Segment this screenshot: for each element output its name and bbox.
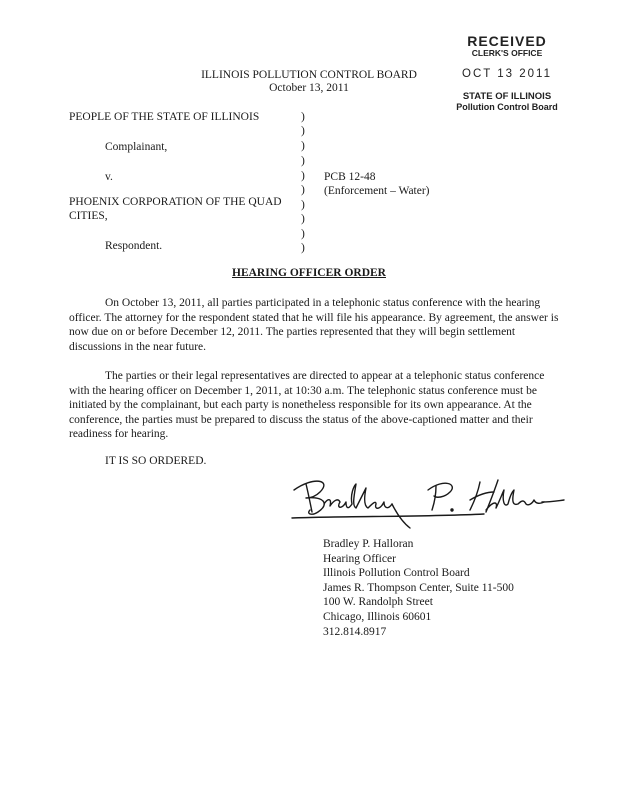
address-line-2: 100 W. Randolph Street <box>323 596 433 609</box>
order-paragraph-2 <box>69 369 561 442</box>
stamp-received: RECEIVED <box>467 33 547 49</box>
handwritten-signature <box>284 470 568 530</box>
address-line-1: James R. Thompson Center, Suite 11-500 <box>323 581 514 594</box>
caption-paren: ) <box>301 228 305 240</box>
signer-name: Bradley P. Halloran <box>323 538 414 550</box>
board-title: ILLINOIS POLLUTION CONTROL BOARD <box>201 69 417 81</box>
caption-paren: ) <box>301 213 305 225</box>
order-heading: HEARING OFFICER ORDER <box>232 267 386 279</box>
so-ordered: IT IS SO ORDERED. <box>105 455 207 467</box>
respondent-name-line2: CITIES, <box>69 210 108 222</box>
caption-paren: ) <box>301 242 305 254</box>
caption-paren: ) <box>301 170 305 182</box>
caption-paren: ) <box>301 111 305 123</box>
stamp-board: Pollution Control Board <box>456 102 558 112</box>
complainant-role: Complainant, <box>105 141 168 153</box>
caption-paren: ) <box>301 184 305 196</box>
signature-block <box>323 537 514 639</box>
address-line-3: Chicago, Illinois 60601 <box>323 610 432 623</box>
paragraph-text: On October 13, 2011, all parties participated in a telephonic status conference with the hearing officer. The attorney for the respondent stated that he will file his appearance. By agreement, the answer is now due on or before December 12, 2011. The parties represented that they will begin settlement discussions in the near future. <box>69 297 559 353</box>
caption-paren: ) <box>301 199 305 211</box>
versus: v. <box>105 171 113 183</box>
stamp-clerks-office: CLERK'S OFFICE <box>471 48 543 58</box>
complainant-name: PEOPLE OF THE STATE OF ILLINOIS <box>69 111 260 123</box>
caption-paren: ) <box>301 155 305 167</box>
case-type: (Enforcement – Water) <box>324 185 430 197</box>
respondent-name-line1: PHOENIX CORPORATION OF THE QUAD <box>69 196 282 208</box>
order-paragraph-1 <box>69 296 561 354</box>
phone-number: 312.814.8917 <box>323 625 387 638</box>
paragraph-text: The parties or their legal representatives are directed to appear at a telephonic status conference with the hearing officer on December 1, 2011, at 10:30 a.m. The telephonic status conference must be initiated by the complainant, but each party is nonetheless responsible for its own appearance. At the conference, the parties must be prepared to discuss the status of the above-captioned matter and their readiness for hearing. <box>69 370 545 440</box>
stamp-date: OCT 13 2011 <box>462 68 552 80</box>
order-date: October 13, 2011 <box>269 82 349 94</box>
signer-title: Hearing Officer <box>323 552 396 565</box>
stamp-state: STATE OF ILLINOIS <box>462 91 552 102</box>
caption-paren: ) <box>301 140 305 152</box>
case-number: PCB 12-48 <box>324 171 376 183</box>
respondent-role: Respondent. <box>105 240 163 252</box>
signer-organization: Illinois Pollution Control Board <box>323 567 470 580</box>
caption-paren: ) <box>301 125 305 137</box>
